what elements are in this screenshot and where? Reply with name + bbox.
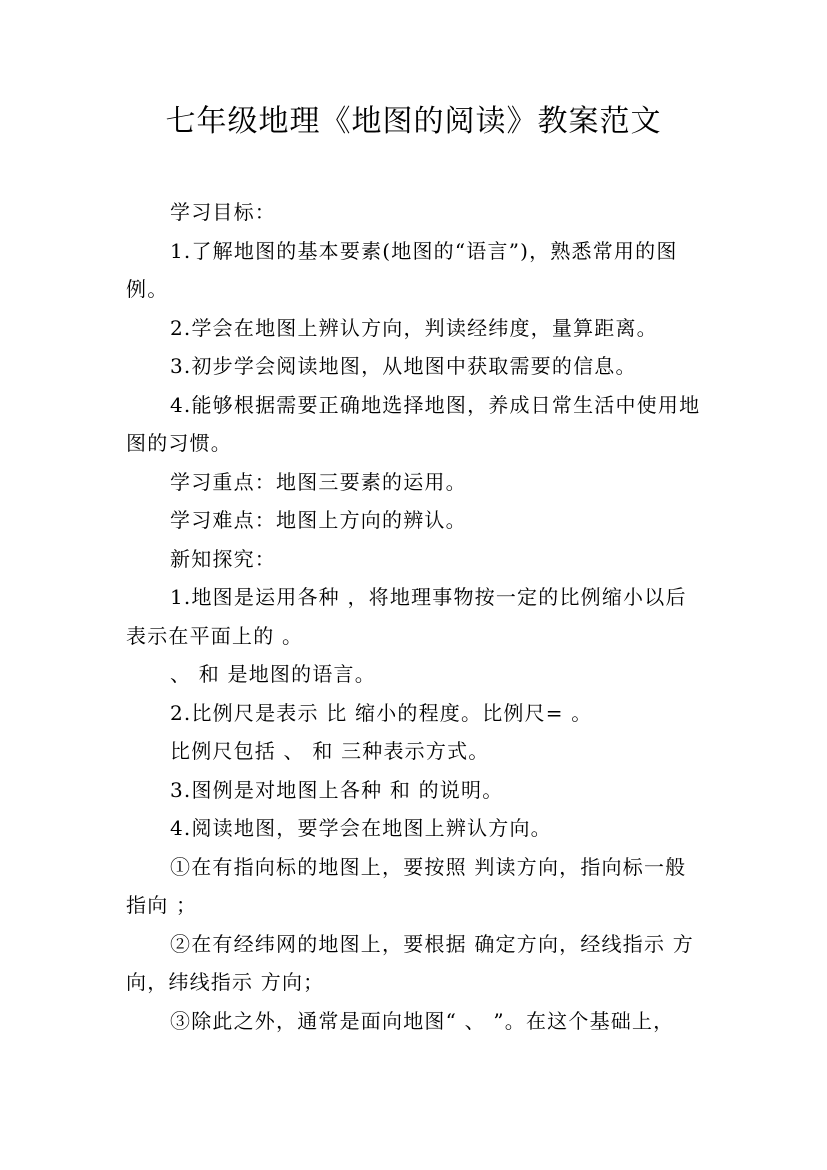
paragraph: 4.能够根据需要正确地选择地图，养成日常生活中使用地图的习惯。 [126,392,701,455]
paragraph: 1.了解地图的基本要素(地图的“语言”)，熟悉常用的图例。 [126,238,678,301]
paragraph: ②在有经纬网的地图上，要根据 确定方向，经线指示 方向，纬线指示 方向； [126,931,694,994]
document-body [126,193,706,1040]
paragraph: 2.比例尺是表示 比 缩小的程度。比例尺= 。 [170,700,593,725]
paragraph: 3.图例是对地图上各种 和 的说明。 [170,777,504,802]
paragraph: 学习难点：地图上方向的辨认。 [170,508,467,532]
paragraph: 学习重点：地图三要素的运用。 [170,469,467,494]
paragraph: 比例尺包括 、 和 三种表示方式。 [170,739,490,763]
paragraph: 2.学会在地图上辨认方向，判读经纬度，量算距离。 [170,315,658,340]
paragraph: 、 和 是地图的语言。 [170,662,376,686]
paragraph: 4.阅读地图，要学会在地图上辨认方向。 [170,816,552,840]
document-title: 七年级地理《地图的阅读》教案范文 [165,104,662,139]
paragraph: 新知探究： [170,546,276,571]
paragraph: ③除此之外，通常是面向地图“ 、 ”。在这个基础上， [170,1008,675,1033]
paragraph: 1.地图是运用各种 ，将地理事物按一定的比例缩小以后表示在平面上的 。 [126,585,687,648]
paragraph: 3.初步学会阅读地图，从地图中获取需要的信息。 [170,354,637,378]
paragraph: 学习目标： [170,200,276,224]
paragraph: ①在有指向标的地图上，要按照 判读方向，指向标一般指向 ； [126,854,687,917]
